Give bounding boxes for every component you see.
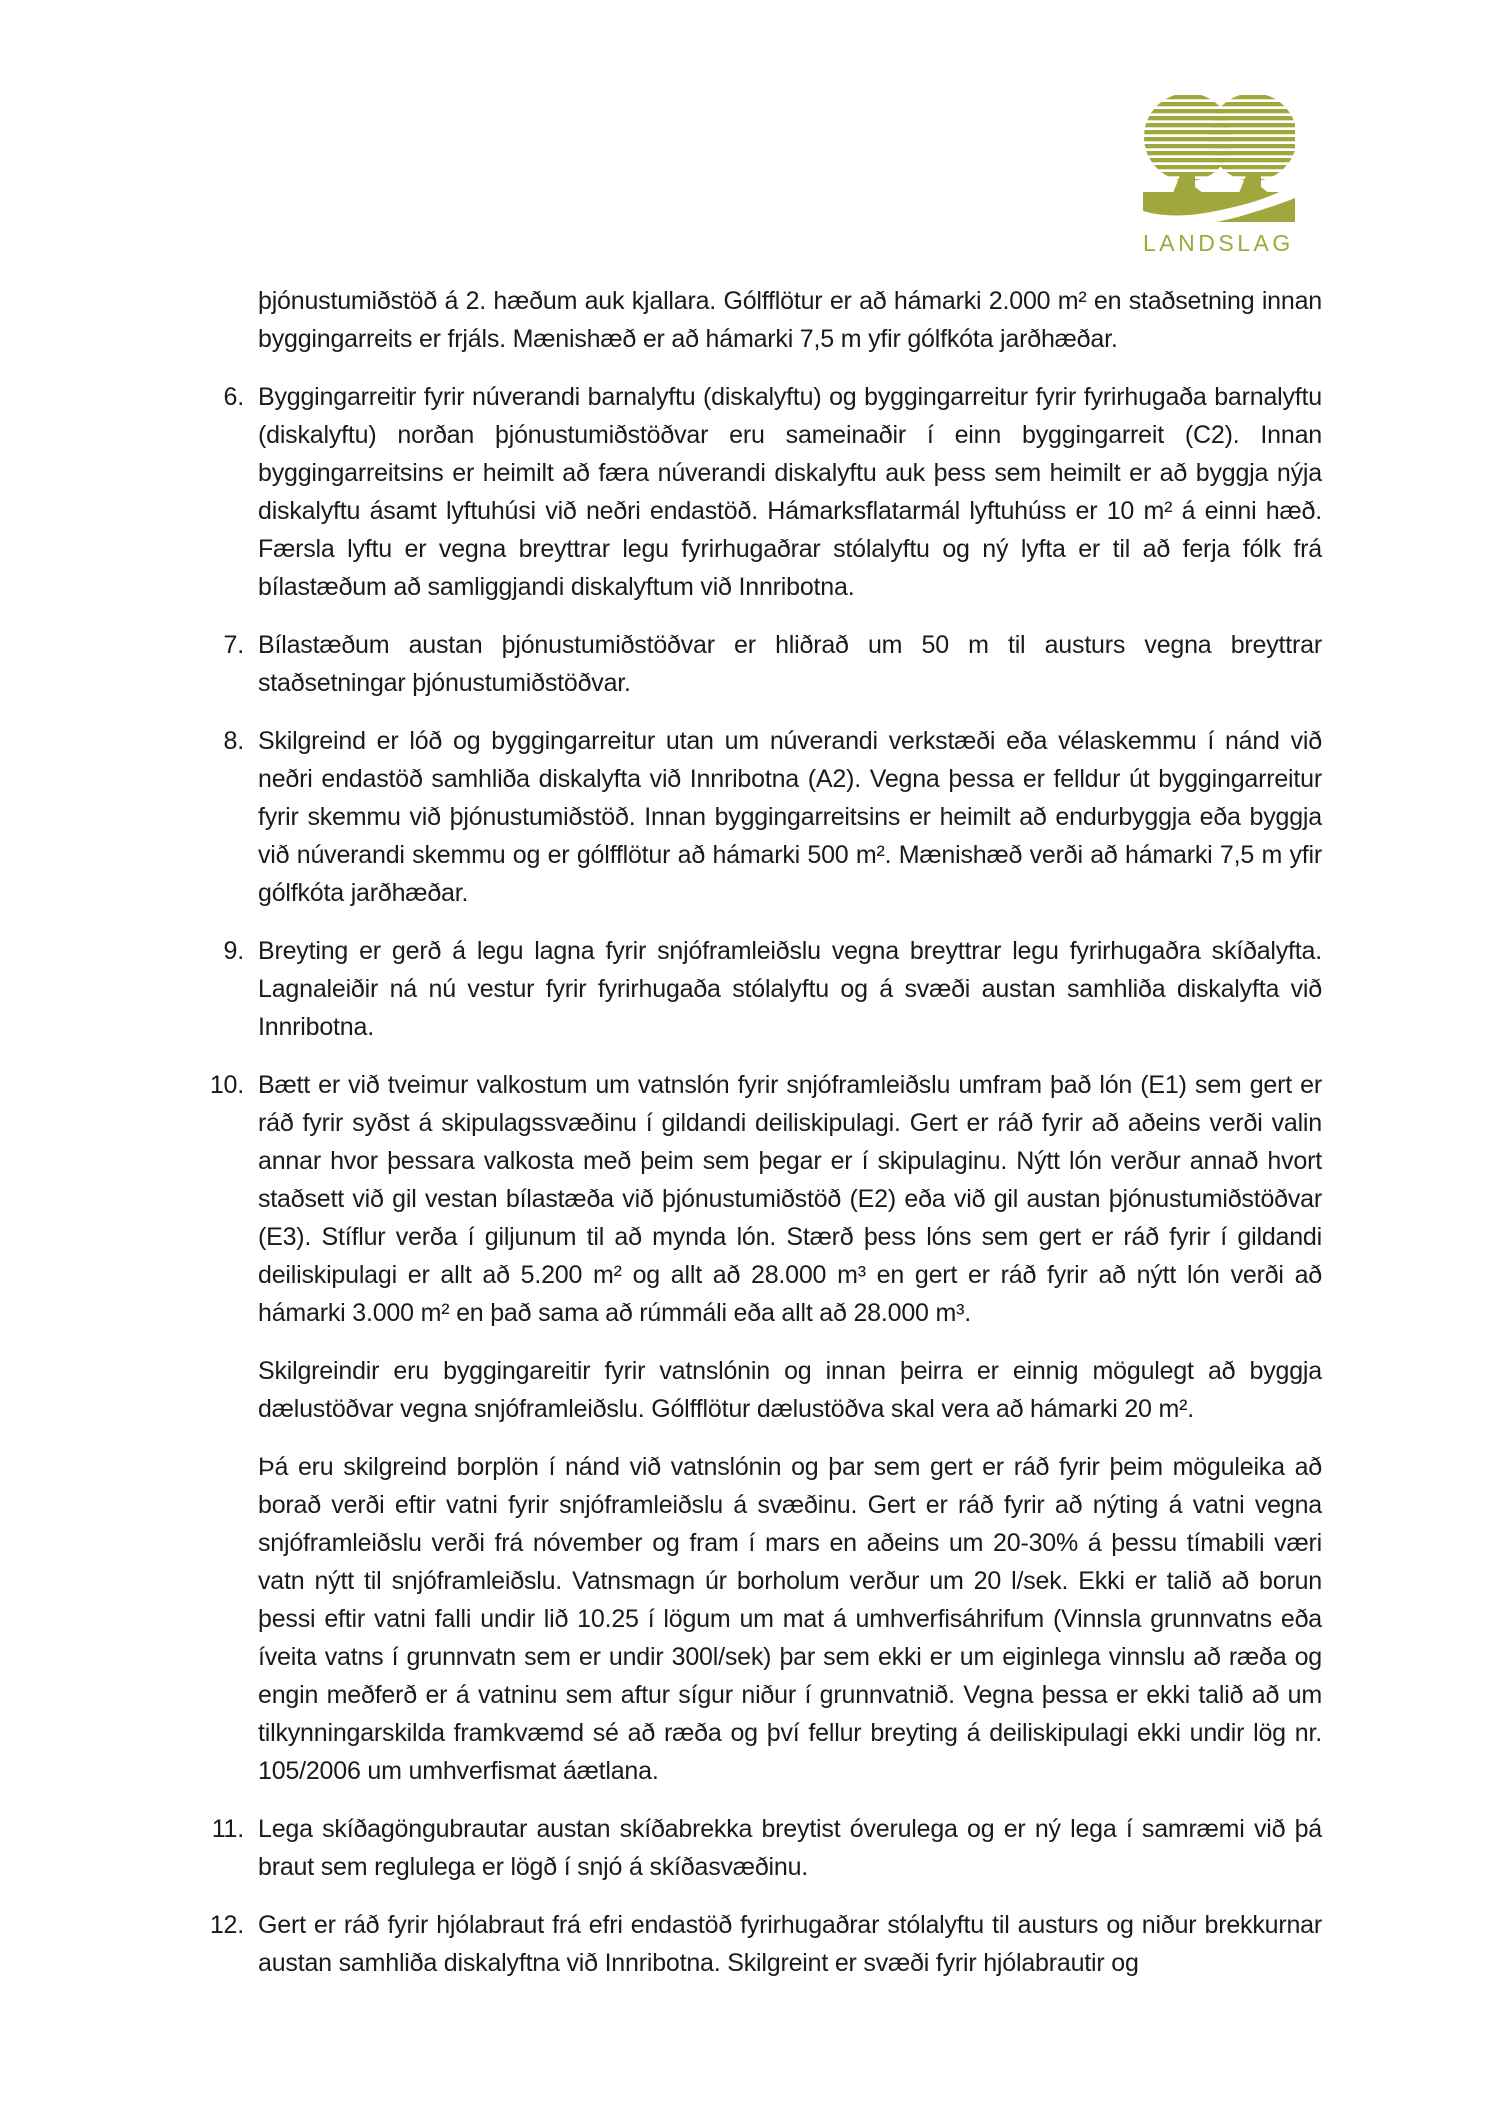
document-body <box>209 282 1322 2002</box>
list-number: 12. <box>209 1911 244 1939</box>
landslag-logo <box>1143 88 1295 257</box>
list-item-text: Byggingarreitir fyrir núverandi barnalyftu (diskalyftu) og byggingarreitur fyrir fyrirhugaða barnalyftu (diskalyftu) norðan þjónustumiðstöðvar eru sameinaðir í einn byggingarreit (C2). Innan byggingarreitsins er heimilt að færa núverandi diskalyftu auk þess sem heimilt er að byggja nýja diskalyftu ásamt lyftuhúsi við neðri endastöð. Hámarksflatarmál lyftuhúss er 10 m² á einni hæð. Færsla lyftu er vegna breyttrar legu fyrirhugaðrar stólalyftu og ný lyfta er til að ferja fólk frá bílastæðum að samliggjandi diskalyftum við Innribotna. <box>258 383 1322 601</box>
landslag-logo-text: LANDSLAG <box>1143 230 1294 256</box>
list-number: 7. <box>223 631 244 659</box>
intro-paragraph: þjónustumiðstöð á 2. hæðum auk kjallara. Gólfflötur er að hámarki 2.000 m² en staðsetning innan byggingarreits er frjáls. Mænishæð er að hámarki 7,5 m yfir gólfkóta jarðhæðar. <box>258 287 1322 353</box>
landslag-trees-icon <box>1143 88 1295 224</box>
list-item-9 <box>223 932 1322 1046</box>
list-item-text: Lega skíðagöngubrautar austan skíðabrekka breytist óverulega og er ný lega í samræmi við þá braut sem reglulega er lögð í snjó á skíðasvæðinu. <box>258 1815 1322 1881</box>
list-number: 11. <box>211 1815 244 1843</box>
list-item-11 <box>211 1810 1322 1886</box>
list-item-10 <box>209 1066 1322 1790</box>
list-item-8 <box>223 722 1322 912</box>
list-item-text: Skilgreindir eru byggingareitir fyrir vatnslónin og innan þeirra er einnig mögulegt að byggja dælustöðvar vegna snjóframleiðslu. Gólfflötur dælustöðva skal vera að hámarki 20 m². <box>258 1357 1322 1423</box>
list-item-text: Skilgreind er lóð og byggingarreitur utan um núverandi verkstæði eða vélaskemmu í nánd við neðri endastöð samhliða diskalyfta við Innribotna (A2). Vegna þessa er felldur út byggingarreitur fyrir skemmu við þjónustumiðstöð. Innan byggingarreitsins er heimilt að endurbyggja eða byggja við núverandi skemmu og er gólfflötur að hámarki 500 m². Mænishæð verði að hámarki 7,5 m yfir gólfkóta jarðhæðar. <box>258 727 1322 907</box>
list-item-text: Gert er ráð fyrir hjólabraut frá efri endastöð fyrirhugaðrar stólalyftu til austurs og niður brekkurnar austan samhliða diskalyftna við Innribotna. Skilgreint er svæði fyrir hjólabrautir og <box>258 1911 1322 1977</box>
list-number: 10. <box>209 1071 244 1099</box>
list-item-text: Bætt er við tveimur valkostum um vatnslón fyrir snjóframleiðslu umfram það lón (E1) sem gert er ráð fyrir syðst á skipulagssvæðinu í gildandi deiliskipulagi. Gert er ráð fyrir að aðeins verði valin annar hvor þessara valkosta með þeim sem þegar er í skipulaginu. Nýtt lón verður annað hvort staðsett við gil vestan bílastæða við þjónustumiðstöð (E2) eða við gil austan þjónustumiðstöðvar (E3). Stíflur verða í giljunum til að mynda lón. Stærð þess lóns sem gert er ráð fyrir í gildandi deiliskipulagi er allt að 5.200 m² og allt að 28.000 m³ en gert er ráð fyrir að nýtt lón verði að hámarki 3.000 m² en það sama að rúmmáli eða allt að 28.000 m³. <box>258 1071 1322 1327</box>
list-item-text: Breyting er gerð á legu lagna fyrir snjóframleiðslu vegna breyttrar legu fyrirhugaðra skíðalyfta. Lagnaleiðir ná nú vestur fyrir fyrirhugaða stólalyftu og á svæði austan samhliða diskalyfta við Innribotna. <box>258 937 1322 1041</box>
list-item-text: Þá eru skilgreind borplön í nánd við vatnslónin og þar sem gert er ráð fyrir þeim möguleika að borað verði eftir vatni fyrir snjóframleiðslu á svæðinu. Gert er ráð fyrir að nýting á vatni vegna snjóframleiðslu verði frá nóvember og fram í mars en aðeins um 20-30% á þessu tímabili væri vatn nýtt til snjóframleiðslu. Vatnsmagn úr borholum verður um 20 l/sek. Ekki er talið að borun þessi eftir vatni falli undir lið 10.25 í lögum um mat á umhverfisáhrifum (Vinnsla grunnvatns eða íveita vatns í grunnvatn sem er undir 300l/sek) þar sem ekki er um eiginlega vinnslu að ræða og engin meðferð er á vatninu sem aftur sígur niður í grunnvatnið. Vegna þessa er ekki talið að um tilkynningarskilda framkvæmd sé að ræða og því fellur breyting á deiliskipulagi ekki undir lög nr. 105/2006 um umhverfismat áætlana. <box>258 1453 1322 1785</box>
list-number: 8. <box>223 727 244 755</box>
list-item-12 <box>209 1906 1322 1982</box>
list-item-text: Bílastæðum austan þjónustumiðstöðvar er hliðrað um 50 m til austurs vegna breyttrar staðsetningar þjónustumiðstöðvar. <box>258 631 1322 697</box>
list-number: 9. <box>223 937 244 965</box>
list-number: 6. <box>223 383 244 411</box>
list-item-7 <box>223 626 1322 702</box>
list-item-6 <box>223 378 1322 606</box>
